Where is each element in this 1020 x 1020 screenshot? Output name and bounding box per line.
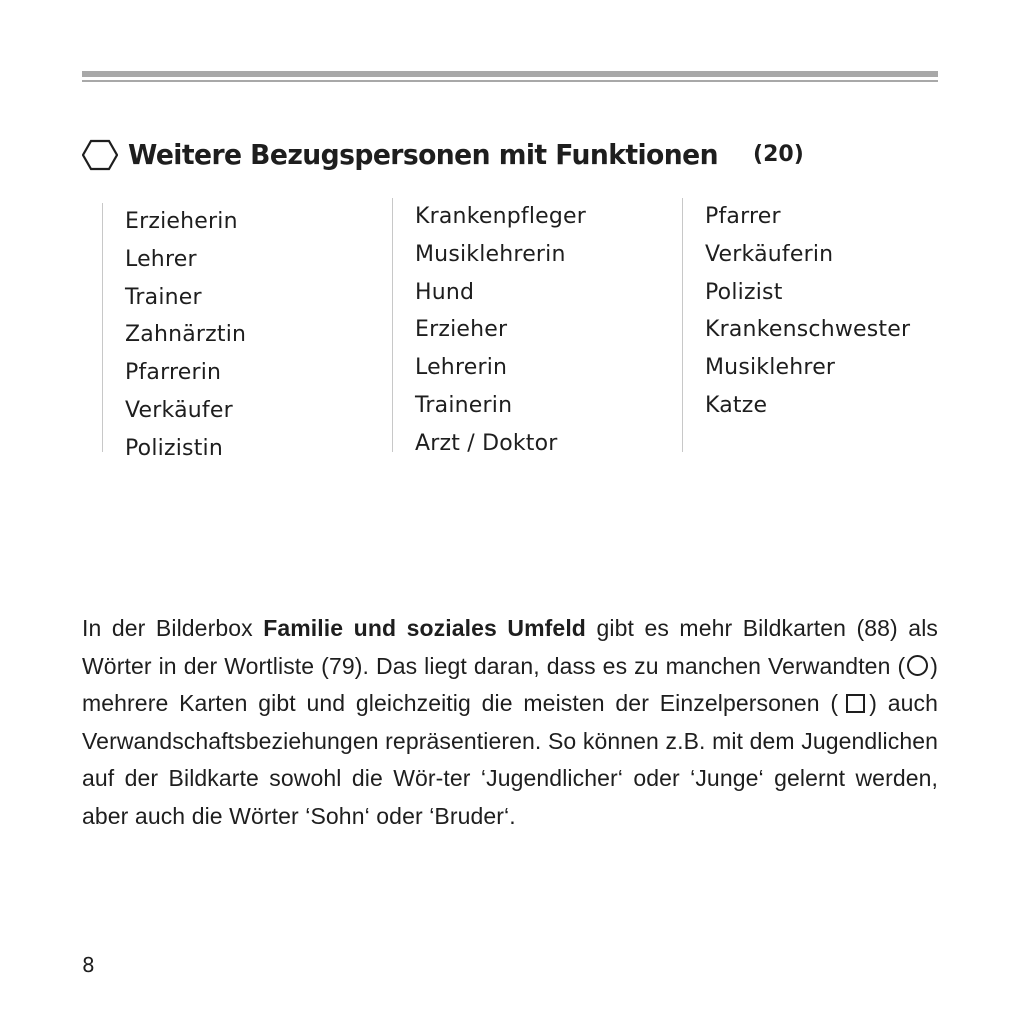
bold-box-title: Familie und soziales Umfeld [263,615,586,641]
list-item: Erzieherin [125,209,238,234]
list-item: Krankenschwester [705,317,911,343]
list-item: Trainer [125,284,202,310]
list-item: Pfarrerin [125,360,222,386]
paragraph-text: ) mehrere Karten gibt und gleichzeitig die meisten der Einzelpersonen ( [82,652,938,717]
page-number: 8 [82,953,95,977]
list-item: Erzieher [415,317,508,343]
list-item: Trainerin [415,392,513,418]
section-title: Weitere Bezugspersonen mit Funktionen [128,138,718,171]
circle-icon [907,655,928,676]
body-paragraph [82,610,938,836]
square-icon [846,694,865,713]
list-item: Katze [705,392,768,418]
paragraph-text: ) auch Verwandschaftsbeziehungen repräsentieren. So können z.B. mit dem Jugendlichen auf der Bildkarte sowohl die Wör-ter ‘Jugendlicher‘ oder ‘Junge‘ gelernt werden, aber auch die Wörter ‘Sohn‘ oder ‘Bruder‘. [82,690,938,829]
list-item: Verkäufer [125,397,233,423]
list-item: Musiklehrerin [415,241,566,267]
list-item: Krankenpfleger [415,204,587,229]
top-rule-thin [82,80,938,82]
list-item: Lehrerin [415,355,508,381]
word-column-1 [102,203,247,461]
hexagon-icon [82,139,118,171]
word-column-2 [392,198,587,456]
list-item: Polizist [705,279,783,305]
list-item: Musiklehrer [705,355,836,381]
list-item: Pfarrer [705,204,781,229]
paragraph-text: In der Bilderbox [82,615,264,641]
list-item: Arzt / Doktor [415,430,558,456]
section-count: (20) [753,142,804,167]
paragraph-text: gibt es mehr Bildkarten (88) als Wörter in der Wortliste (79). Das liegt daran, dass es zu manchen Verwandten ( [82,615,939,679]
word-column-3 [682,198,910,452]
list-item: Polizistin [125,435,223,461]
list-item: Lehrer [125,246,197,272]
list-item: Hund [415,279,475,305]
section-heading [82,138,804,171]
list-item: Verkäuferin [705,241,834,267]
top-rule-thick [82,71,938,77]
list-item: Zahnärztin [125,322,247,348]
